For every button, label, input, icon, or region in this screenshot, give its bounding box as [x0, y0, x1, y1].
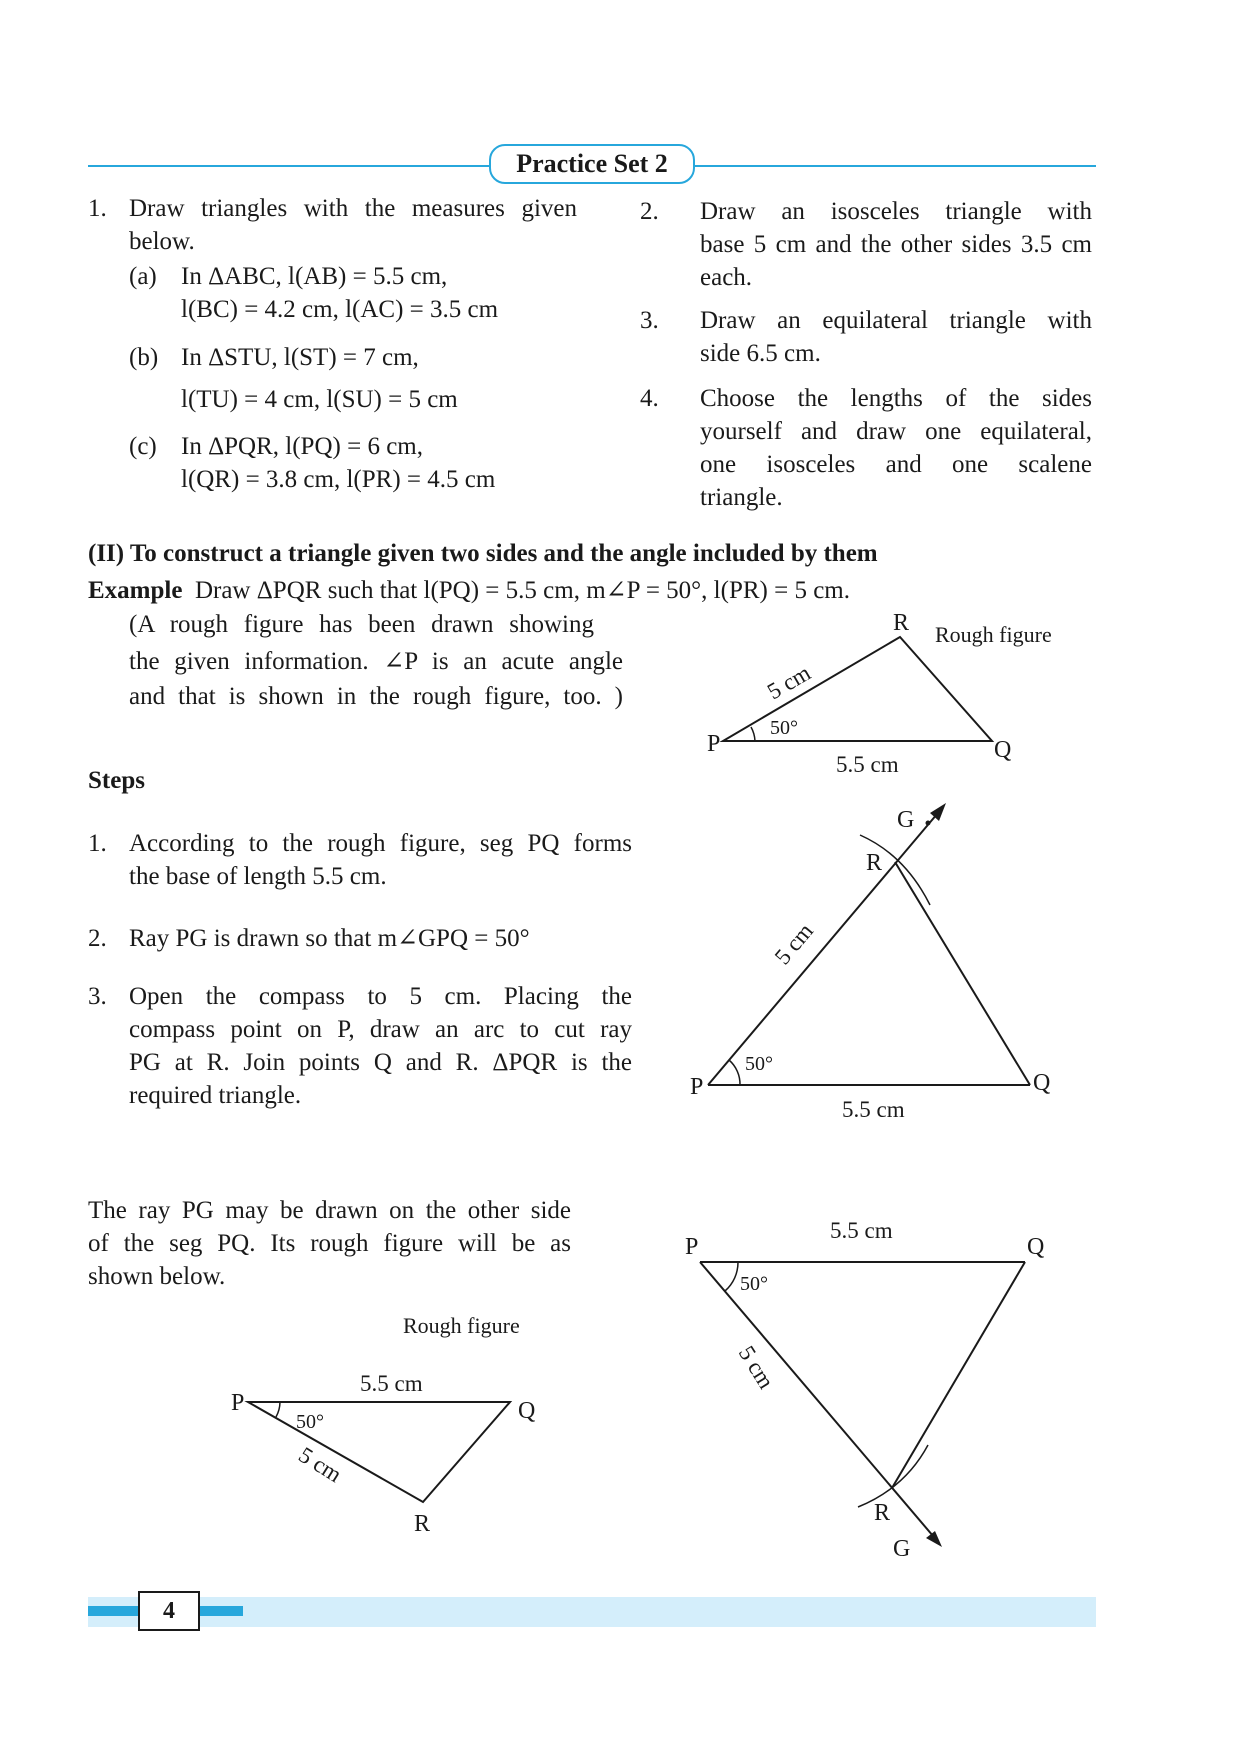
figure-2-label-q: Q	[1033, 1070, 1051, 1096]
figure-2-angle-label: 50°	[745, 1053, 773, 1075]
figure-3-side-pr: 5 cm	[294, 1442, 347, 1488]
question-1-line1: Draw triangles with the measures given	[129, 195, 577, 222]
figure-3-caption: Rough figure	[403, 1313, 520, 1338]
question-4-line3: one isosceles and one scalene	[700, 451, 1092, 478]
note-line3: and that is shown in the rough figure, too. )	[129, 683, 623, 710]
step-1-number: 1.	[88, 830, 107, 857]
figure-1-side-pr: 5 cm	[763, 659, 815, 705]
note-line2: the given information. ∠P is an acute angle	[129, 648, 623, 675]
question-1b-line1: In ΔSTU, l(ST) = 7 cm,	[181, 344, 419, 371]
figure-2-label-p: P	[690, 1074, 704, 1100]
step-1-line1: According to the rough figure, seg PQ forms	[129, 830, 632, 857]
step-3-line2: compass point on P, draw an arc to cut ray	[129, 1016, 632, 1043]
figure-3-label-q: Q	[518, 1398, 536, 1424]
question-1a-label: (a)	[129, 263, 157, 290]
figure-3-label-r: R	[414, 1511, 431, 1537]
figure-4-angle-label: 50°	[740, 1273, 768, 1295]
question-1-line2: below.	[129, 228, 195, 255]
figure-2-side-pr: 5 cm	[769, 918, 818, 970]
figure-4-label-g: G	[893, 1536, 911, 1562]
figure-1-label-q: Q	[994, 737, 1012, 763]
figure-3-side-pq: 5.5 cm	[360, 1371, 423, 1396]
section-heading: (II) To construct a triangle given two sides and the angle included by them	[88, 540, 878, 567]
question-4-line1: Choose the lengths of the sides	[700, 385, 1092, 412]
note-line1: (A rough figure has been drawn showing	[129, 611, 594, 638]
figure-4-side-qr	[892, 1262, 1025, 1488]
question-2-line1: Draw an isosceles triangle with	[700, 198, 1092, 225]
step-3-number: 3.	[88, 983, 107, 1010]
figure-4-side-pr: 5 cm	[733, 1341, 779, 1394]
question-2-line2: base 5 cm and the other sides 3.5 cm	[700, 231, 1092, 258]
question-1b-label: (b)	[129, 344, 159, 371]
figure-4-label-p: P	[685, 1234, 699, 1260]
figure-1-caption: Rough figure	[935, 622, 1052, 647]
figure-3-angle-label: 50°	[296, 1411, 324, 1433]
practice-set-title: Practice Set 2	[489, 144, 695, 184]
steps-heading: Steps	[88, 767, 145, 794]
figure-4-side-pq: 5.5 cm	[830, 1218, 893, 1243]
question-3-number: 3.	[640, 307, 659, 334]
question-2-number: 2.	[640, 198, 659, 225]
page-number: 4	[138, 1591, 200, 1631]
figure-4-ray-arrow	[926, 1531, 942, 1547]
step-2-line1: Ray PG is drawn so that m∠GPQ = 50°	[129, 925, 530, 952]
question-1c-line1: In ΔPQR, l(PQ) = 6 cm,	[181, 433, 423, 460]
figure-4-label-q: Q	[1027, 1234, 1045, 1260]
question-1c-label: (c)	[129, 433, 157, 460]
question-1a-line2: l(BC) = 4.2 cm, l(AC) = 3.5 cm	[181, 296, 499, 323]
figure-2-side-pq: 5.5 cm	[842, 1097, 905, 1122]
alt-text-line3: shown below.	[88, 1263, 226, 1290]
figure-4-ray-pg	[700, 1262, 939, 1543]
question-1c-line2: l(QR) = 3.8 cm, l(PR) = 4.5 cm	[181, 466, 496, 493]
figure-4-label-r: R	[874, 1500, 891, 1526]
question-3-line2: side 6.5 cm.	[700, 340, 821, 367]
question-1b-line2: l(TU) = 4 cm, l(SU) = 5 cm	[181, 386, 458, 413]
question-1-number: 1.	[88, 195, 107, 222]
figure-1-label-p: P	[707, 731, 721, 757]
figure-4-compass-arc	[858, 1445, 928, 1507]
figure-1-angle-label: 50°	[770, 717, 798, 739]
example-label: Example	[88, 577, 183, 604]
figure-2-label-r: R	[866, 850, 883, 876]
step-3-line3: PG at R. Join points Q and R. ΔPQR is the	[129, 1049, 632, 1076]
figure-4-angle-arc	[725, 1262, 738, 1291]
figure-1-side-pq: 5.5 cm	[836, 752, 899, 777]
step-1-line2: the base of length 5.5 cm.	[129, 863, 387, 890]
example-text: Draw ΔPQR such that l(PQ) = 5.5 cm, m∠P = 50°, l(PR) = 5 cm.	[194, 577, 850, 604]
step-3-line1: Open the compass to 5 cm. Placing the	[129, 983, 632, 1010]
question-2-line3: each.	[700, 264, 753, 291]
alt-text-line1: The ray PG may be drawn on the other side	[88, 1197, 571, 1224]
step-3-line4: required triangle.	[129, 1082, 302, 1109]
question-1a-line1: In ΔABC, l(AB) = 5.5 cm,	[181, 263, 448, 290]
figure-1-label-r: R	[893, 610, 910, 636]
question-3-line1: Draw an equilateral triangle with	[700, 307, 1092, 334]
question-4-line4: triangle.	[700, 484, 783, 511]
alt-text-line2: of the seg PQ. Its rough figure will be as	[88, 1230, 571, 1257]
question-4-number: 4.	[640, 385, 659, 412]
figure-3-label-p: P	[231, 1390, 245, 1416]
figure-2-label-g: G	[897, 807, 915, 833]
question-4-line2: yourself and draw one equilateral,	[700, 418, 1092, 445]
step-2-number: 2.	[88, 925, 107, 952]
